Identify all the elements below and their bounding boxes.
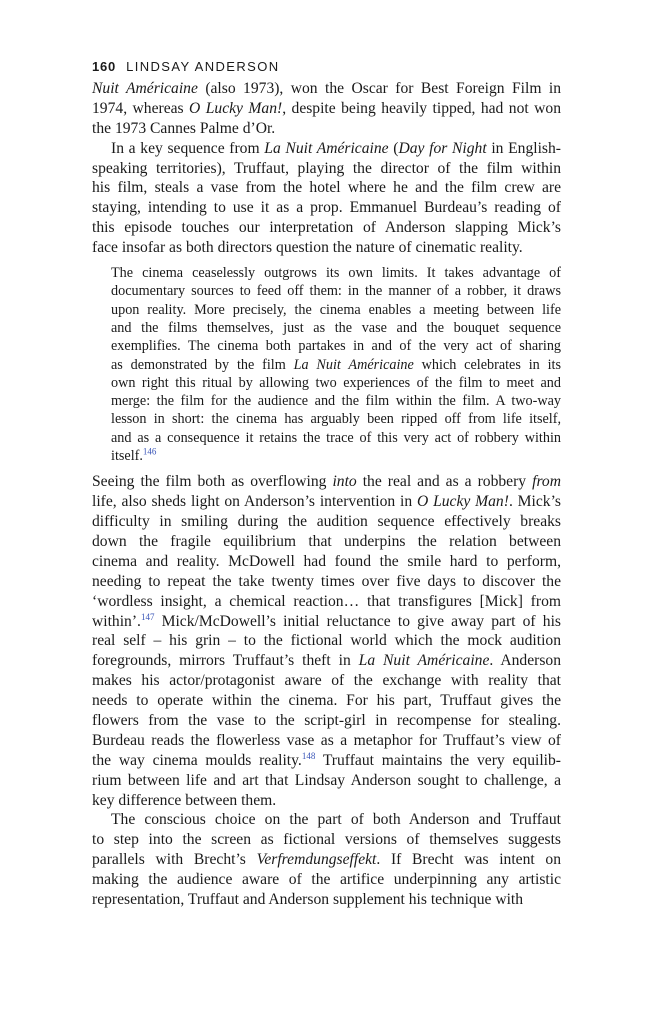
quote-line <box>111 282 561 300</box>
quote-line <box>111 264 561 282</box>
footnote-ref[interactable]: 148 <box>301 750 316 761</box>
italic-text: La Nuit Américaine <box>358 652 490 670</box>
text-line <box>92 552 561 572</box>
text-line <box>92 612 561 632</box>
text-run: key difference between them. <box>92 791 277 809</box>
text-run: (also 1973), won the Oscar for Best Foreign Film in <box>197 80 562 97</box>
italic-text: Nuit Américaine <box>92 80 198 97</box>
text-run: merge: the film for the audience and the film within the film. A two-way <box>111 393 561 410</box>
text-run: staying, intending to use it as a prop. Emmanuel Burdeau’s reading of <box>92 199 561 217</box>
text-run: representation, Truffaut and Anderson supplement his technique with <box>92 890 524 908</box>
text-run: life, also sheds light on Anderson’s intervention in <box>92 493 417 511</box>
text-run: Mick/McDowell’s initial reluctance to give away part of his <box>154 612 561 630</box>
text-run: 1974, whereas <box>92 99 190 117</box>
text-run: within’. <box>92 612 141 630</box>
text-run: needing to repeat the take twenty times over five days to discover the <box>92 572 561 590</box>
text-run: flowers from the vase to the script-girl in recompense for stealing. <box>92 711 561 729</box>
text-run: the way cinema moulds reality. <box>92 751 302 769</box>
quote-line <box>111 374 561 392</box>
italic-text: O Lucky Man! <box>189 99 283 117</box>
italic-text: from <box>532 473 561 491</box>
text-run: the real and as a robbery <box>356 473 533 491</box>
text-line <box>92 810 561 830</box>
quote-line <box>111 447 561 465</box>
text-run: and as a consequence it retains the trace of this very act of robbery within <box>111 429 561 446</box>
text-run: rium between life and art that Lindsay Anderson sought to challenge, a <box>92 771 561 789</box>
text-run: parallels with Brecht’s <box>92 851 257 869</box>
text-run: . Mick’s <box>508 493 561 511</box>
text-line <box>92 791 561 811</box>
text-run: lesson in short: the cinema has arguably been ripped off from life itself, <box>111 411 561 428</box>
italic-text: La Nuit Américaine <box>293 356 414 373</box>
text-line <box>92 512 561 532</box>
text-run: documentary sources to feed off them: in the manner of a robber, it draws <box>111 283 561 300</box>
text-line <box>92 99 561 119</box>
italic-text: into <box>332 473 357 491</box>
text-run: as demonstrated by the film <box>111 356 294 373</box>
text-run: ( <box>388 139 399 157</box>
text-run: makes his actor/protagonist aware of the exchange with reality that <box>92 672 561 690</box>
quote-line <box>111 301 561 319</box>
text-line <box>92 691 561 711</box>
text-run: foregrounds, mirrors Truffaut’s theft in <box>92 652 359 670</box>
quote-line <box>111 392 561 410</box>
text-run: . Anderson <box>489 652 561 670</box>
footnote-ref[interactable]: 147 <box>140 611 155 622</box>
text-run: , despite being heavily tipped, had not won <box>282 99 561 117</box>
text-line <box>92 711 561 731</box>
footnote-ref[interactable]: 146 <box>142 446 157 457</box>
text-run: The cinema ceaselessly outgrows its own limits. It takes advantage of <box>111 265 561 282</box>
text-line <box>92 532 561 552</box>
italic-text: Verfremdungseffekt <box>256 851 377 869</box>
text-line <box>92 492 561 512</box>
text-line <box>92 890 561 910</box>
quote-line <box>111 319 561 337</box>
italic-text: La Nuit Américaine <box>264 139 389 157</box>
text-run: cinema and reality. McDowell had found the smile hard to perform, <box>92 552 561 570</box>
text-run: . If Brecht was intent on <box>376 851 561 869</box>
text-line <box>92 238 561 258</box>
text-run: difficulty in smiling during the audition sequence effectively breaks <box>92 513 561 531</box>
text-line <box>92 592 561 612</box>
italic-text: Day for Night <box>398 139 487 157</box>
italic-text: O Lucky Man! <box>416 493 509 511</box>
text-line <box>92 631 561 651</box>
text-run: own right this ritual by allowing two experiences of the film to meet and <box>111 374 561 391</box>
text-run: real self – his grin – to the fictional world which the mock audition <box>92 632 561 650</box>
text-run: to step into the screen as fictional versions of themselves suggests <box>92 831 561 849</box>
text-line <box>92 198 561 218</box>
text-line <box>92 159 561 179</box>
running-title: LINDSAY ANDERSON <box>126 59 280 74</box>
quote-line <box>111 356 561 374</box>
text-run: exemplifies. The cinema both partakes in and of the very act of sharing <box>111 338 561 355</box>
text-line <box>92 79 561 99</box>
text-line <box>92 218 561 238</box>
block-quote <box>92 264 561 465</box>
text-run: making the audience aware of the artifice underpinning any artistic <box>92 871 561 889</box>
paragraph <box>92 810 561 909</box>
text-run: this episode touches our interpretation of Anderson slapping Mick’s <box>92 219 561 237</box>
text-run: itself. <box>111 447 143 464</box>
text-run: needs to operate within the cinema. For his part, Truffaut gives the <box>92 692 561 710</box>
text-line <box>92 751 561 771</box>
text-run: speaking territories), Truffaut, playing the director of the film within <box>92 159 561 177</box>
text-run: the 1973 Cannes Palme d’Or. <box>92 119 276 137</box>
paragraph <box>92 139 561 258</box>
text-run: upon reality. More precisely, the cinema enables a meeting between life <box>111 301 561 318</box>
text-run: down the fragile equilibrium that underpins the relation between <box>92 532 561 550</box>
text-line <box>92 771 561 791</box>
quote-line <box>111 337 561 355</box>
text-run: Truffaut maintains the very equilib- <box>315 751 561 769</box>
text-run: face insofar as both directors question the nature of cinematic reality. <box>92 239 523 257</box>
text-run: The conscious choice on the part of both Anderson and Truffaut <box>111 811 561 829</box>
text-line <box>92 830 561 850</box>
paragraph <box>92 79 561 139</box>
text-run: in English- <box>486 139 561 157</box>
text-line <box>92 850 561 870</box>
text-run: Burdeau reads the flowerless vase as a metaphor for Truffaut’s view of <box>92 731 561 749</box>
text-line <box>92 178 561 198</box>
text-line <box>92 572 561 592</box>
quote-line <box>111 429 561 447</box>
quote-line <box>111 410 561 428</box>
text-run: and the films themselves, just as the vase and the bouquet sequence <box>111 319 561 336</box>
text-run: ‘wordless insight, a chemical reaction… that transfigures [Mick] from <box>92 592 561 610</box>
text-line <box>92 119 561 139</box>
text-line <box>92 731 561 751</box>
book-page <box>92 55 561 910</box>
text-line <box>92 139 561 159</box>
text-line <box>92 870 561 890</box>
text-run: his film, steals a vase from the hotel where he and the film crew are <box>92 179 561 197</box>
page-number: 160 <box>92 59 117 74</box>
text-run: In a key sequence from <box>111 139 265 157</box>
text-line <box>92 651 561 671</box>
running-head <box>92 55 561 79</box>
text-line <box>92 671 561 691</box>
paragraph <box>92 472 561 810</box>
text-line <box>92 472 561 492</box>
text-run: Seeing the film both as overflowing <box>92 473 333 491</box>
text-run: which celebrates in its <box>413 356 561 373</box>
